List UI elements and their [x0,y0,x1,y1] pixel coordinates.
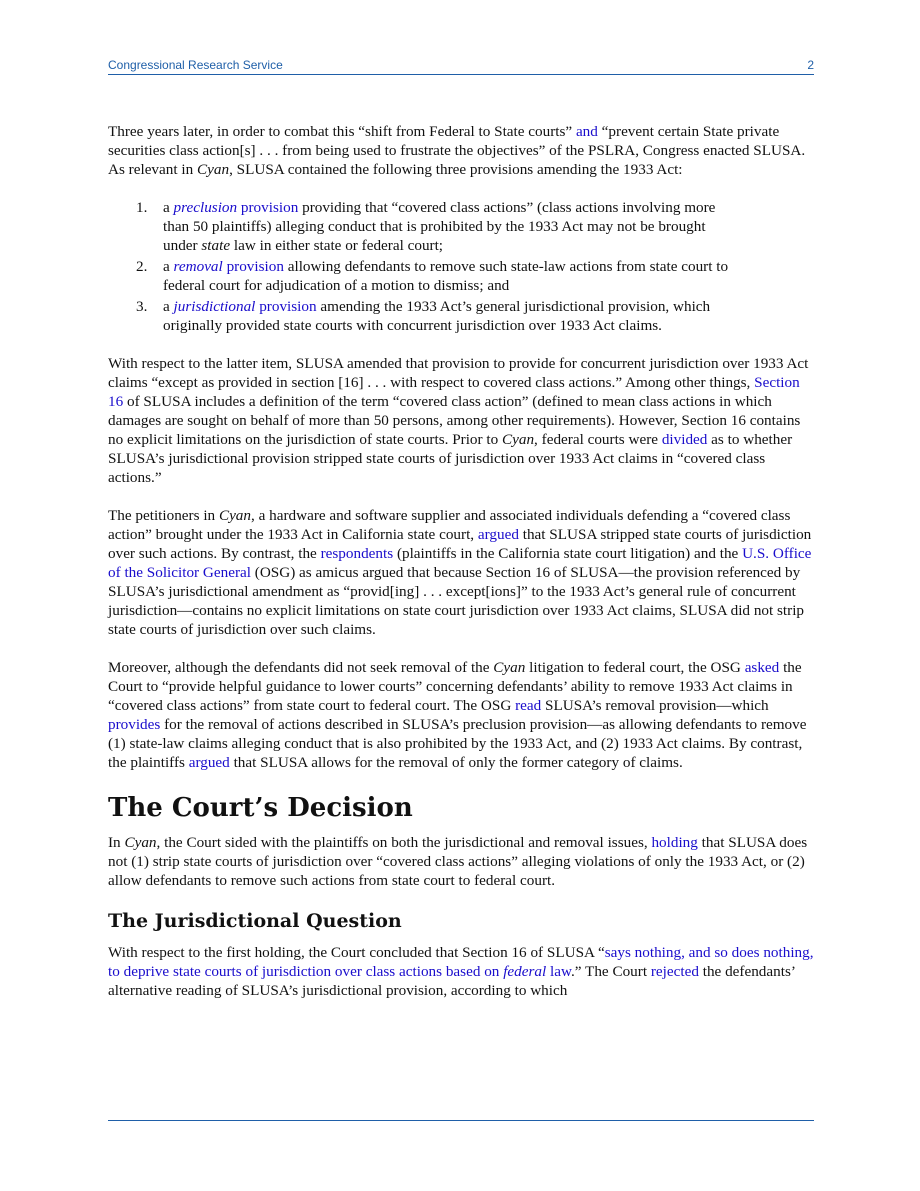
link-text: provision [222,258,284,275]
paragraph-4 [108,658,814,772]
link-holding[interactable]: holding [651,834,698,851]
link-rejected[interactable]: rejected [650,963,699,980]
link-section-16[interactable]: Section 16 [108,374,800,410]
case-name: Cyan [501,431,535,448]
list-number: 2. [136,258,148,275]
text: , SLUSA contained the following three provisions amending the 1933 Act: [229,161,683,178]
link-text: provision [237,199,299,216]
case-name: Cyan [124,834,157,851]
link-italic-text: preclusion [173,199,238,216]
link-italic-text: removal [173,258,223,275]
text: a [163,298,174,315]
link-jurisdictional-provision[interactable] [174,298,317,315]
paragraph-2 [108,354,814,487]
text: for the removal of actions described in SLUSA’s preclusion provision—as allowing defendants to remove (1) state-law claims alleging conduct that is also prohibited by the 1933 Act, and (2) 1933 Act claims. By contrast, the plaintiffs [108,716,807,771]
link-preclusion-provision[interactable] [174,199,299,216]
text: Three years later, in order to combat this “shift from Federal to State courts” [108,123,576,140]
text: Moreover, although the defendants did not seek removal of the [108,659,494,676]
link-and[interactable]: and [575,123,598,140]
link-provides[interactable]: provides [108,716,161,733]
link-text: says nothing, and so does nothing, to deprive state courts of jurisdiction over class actions based on [108,944,814,980]
list-item [108,198,814,255]
link-argued-plaintiffs[interactable]: argued [188,754,230,771]
text: The petitioners in [108,507,219,524]
link-solicitor-general[interactable]: U.S. Office of the Solicitor General [108,545,812,581]
link-read[interactable]: read [515,697,542,714]
list-item [108,257,814,295]
text: a [163,199,174,216]
text: , the Court sided with the plaintiffs on both the jurisdictional and removal issues, [156,834,652,851]
text: , federal courts were [534,431,662,448]
text: a [163,258,174,275]
paragraph-6 [108,943,814,1000]
link-italic-text: federal [503,963,547,980]
page-number: 2 [807,58,814,72]
text: providing that “covered class actions” (class actions involving more than 50 plaintiffs) alleging conduct that is prohibited by the 1933 Act may not be brought under [163,199,716,254]
case-name: Cyan [493,659,526,676]
text: With respect to the first holding, the Court concluded that Section 16 of SLUSA “ [108,944,605,961]
text: allowing defendants to remove such state-law actions from state court to federal court for adjudication of a motion to dismiss; and [163,258,729,294]
text: the defendants’ alternative reading of SLUSA’s jurisdictional provision, according to which [108,963,795,999]
list-number: 3. [136,298,148,315]
link-respondents[interactable]: respondents [320,545,394,562]
text: With respect to the latter item, SLUSA amended that provision to provide for concurrent jurisdiction over 1933 Act claims “except as provided in section [16] . . . with respect to covered class actions.” Among other things, [108,355,809,391]
footer-divider [108,1120,814,1121]
link-removal-provision[interactable] [174,258,284,275]
paragraph-3 [108,506,814,639]
page-header [108,58,814,75]
text: (plaintiffs in the California state court litigation) and the [393,545,743,562]
text: that SLUSA stripped state courts of jurisdiction over such actions. By contrast, the [108,526,812,562]
text: that SLUSA does not (1) strip state courts of jurisdiction over “covered class actions” alleging violations of only the 1933 Act, or (2) allow defendants to remove such actions from state court to federal court. [108,834,808,889]
link-italic-text: jurisdictional [173,298,256,315]
text: SLUSA’s removal provision—which [541,697,769,714]
text: the Court to “provide helpful guidance to lower courts” concerning defendants’ ability to remove 1933 Act claims in “covered class actions” from state court to federal court. The OSG [108,659,802,714]
text: as to whether SLUSA’s jurisdictional provision stripped state courts of jurisdiction over 1933 Act claims in “covered class actions.” [108,431,793,486]
text: that SLUSA allows for the removal of only the former category of claims. [229,754,683,771]
link-text: law [546,963,571,980]
text: (OSG) as amicus argued that because Section 16 of SLUSA—the provision referenced by SLUSA’s jurisdictional amendment as “provid[ing] . . . except[ions]” to the 1933 Act’s general rule of concurrent jurisdiction—contains no explicit limitations on state court jurisdiction over 1933 Act claims, SLUSA did not strip state courts of jurisdiction over such claims. [108,564,805,638]
provisions-list [108,198,814,335]
subsection-heading: The Jurisdictional Question [108,910,402,932]
case-name: Cyan [218,507,251,524]
text: .” The Court [570,963,651,980]
text: of SLUSA includes a definition of the term “covered class action” (defined to mean class actions in which damages are sought on behalf of more than 50 persons, among other requirements). However, Section 16 contains no explicit limitations on the jurisdiction of state courts. Prior to [108,393,801,448]
link-argued[interactable]: argued [477,526,519,543]
link-asked[interactable]: asked [744,659,780,676]
paragraph-5 [108,833,814,890]
paragraph-1 [108,122,814,179]
header-title: Congressional Research Service [108,58,283,72]
italic-text: state [201,237,231,254]
link-text: provision [255,298,317,315]
text: , a hardware and software supplier and associated individuals defending a “covered class action” brought under the 1933 Act in California state court, [108,507,791,543]
list-item [108,297,814,335]
text: law in either state or federal court; [230,237,444,254]
section-heading: The Court’s Decision [108,793,413,823]
list-number: 1. [136,199,148,216]
document-body [108,122,814,1000]
text: litigation to federal court, the OSG [525,659,745,676]
case-name: Cyan [197,161,230,178]
text: “prevent certain State private securities class action[s] . . . from being used to frustrate the objectives” of the PSLRA, Congress enacted SLUSA. As relevant in [108,123,806,178]
text: In [108,834,125,851]
link-divided[interactable]: divided [661,431,708,448]
text: amending the 1933 Act’s general jurisdictional provision, which originally provided state courts with concurrent jurisdiction over 1933 Act claims. [163,298,711,334]
